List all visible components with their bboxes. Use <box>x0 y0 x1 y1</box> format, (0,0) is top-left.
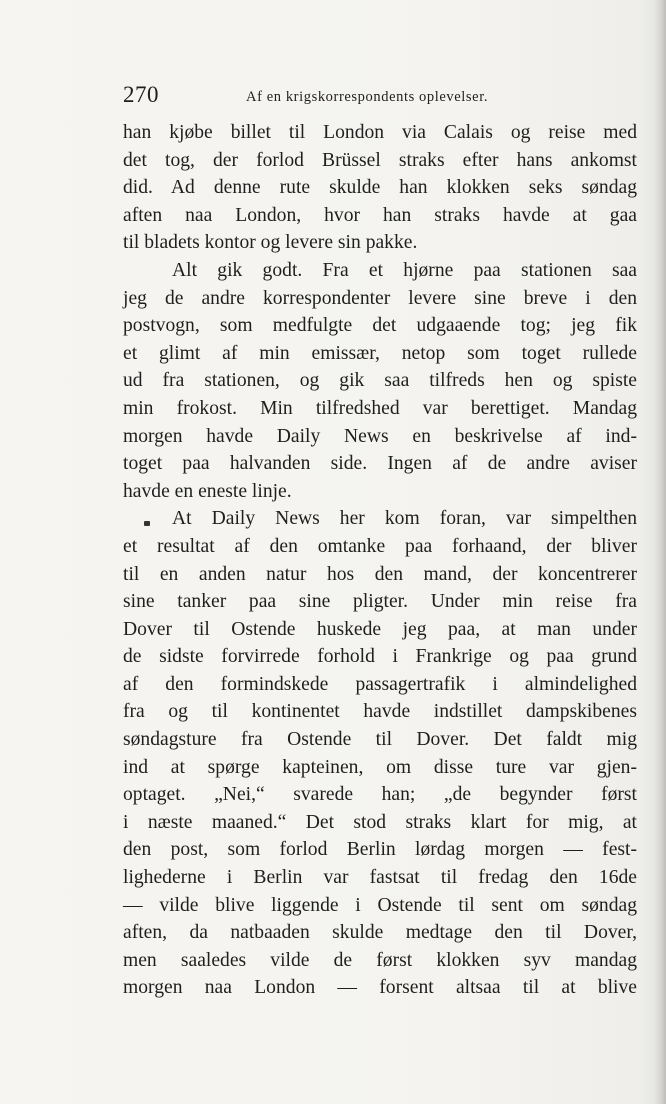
text-line: morgen naa London — forsent altsaa til at blive <box>123 977 637 999</box>
text-line: Alt gik godt. Fra et hjørne paa stationen saa <box>172 259 637 281</box>
text-line: toget paa halvanden side. Ingen af de andre aviser <box>123 453 637 475</box>
text-line: men saaledes vilde de først klokken syv mandag <box>123 949 637 971</box>
text-line: de sidste forvirrede forhold i Frankrige og paa grund <box>123 646 637 668</box>
text-line: morgen havde Daily News en beskrivelse af ind- <box>123 425 637 447</box>
text-line: sine tanker paa sine pligter. Under min reise fra <box>123 591 637 613</box>
text-line: fra og til kontinentet havde indstillet dampskibenes <box>123 701 637 723</box>
text-line: aften naa London, hvor han straks havde at gaa <box>123 204 637 226</box>
text-line: did. Ad denne rute skulde han klokken seks søndag <box>123 177 637 199</box>
text-line: aften, da natbaaden skulde medtage den til Dover, <box>123 922 637 944</box>
text-line: den post, som forlod Berlin lørdag morgen — fest- <box>123 839 637 861</box>
text-line: af den formindskede passagertrafik i almindelighed <box>123 673 637 695</box>
text-line: til en anden natur hos den mand, der koncentrerer <box>123 563 637 585</box>
page-header <box>123 80 639 114</box>
text-line: i næste maaned.“ Det stod straks klart for mig, at <box>123 811 637 833</box>
running-title: Af en krigskorrespondents oplevelser. <box>246 89 489 105</box>
text-line: postvogn, som medfulgte det udgaaende tog; jeg fik <box>123 315 637 337</box>
text-line: lighederne i Berlin var fastsat til fredag den 16de <box>123 867 637 889</box>
text-line: et glimt af min emissær, netop som toget rullede <box>123 342 637 364</box>
text-line: han kjøbe billet til London via Calais og reise med <box>123 122 637 143</box>
text-line: ind at spørge kapteinen, om disse ture var gjen- <box>123 756 637 778</box>
text-line: søndagsture fra Ostende til Dover. Det faldt mig <box>123 729 637 751</box>
text-line: — vilde blive liggende i Ostende til sent om søndag <box>123 894 637 916</box>
page-number: 270 <box>123 82 159 107</box>
text-line: min frokost. Min tilfredshed var berettiget. Mandag <box>123 397 637 419</box>
text-line: At Daily News her kom foran, var simpelthen <box>172 508 637 530</box>
text-line: et resultat af den omtanke paa forhaand, der bliver <box>123 535 637 557</box>
body-text <box>123 119 637 1002</box>
page-edge-shadow <box>654 0 666 1104</box>
text-line: Dover til Ostende huskede jeg paa, at man under <box>123 618 637 640</box>
text-line: havde en eneste linje. <box>123 480 292 502</box>
text-line: det tog, der forlod Brüssel straks efter hans ankomst <box>123 149 637 171</box>
text-line: optaget. „Nei,“ svarede han; „de begynder først <box>123 784 637 806</box>
text-line: til bladets kontor og levere sin pakke. <box>123 232 418 254</box>
text-line: jeg de andre korrespondenter levere sine breve i den <box>123 287 637 309</box>
text-line: ud fra stationen, og gik saa tilfreds hen og spiste <box>123 370 637 392</box>
